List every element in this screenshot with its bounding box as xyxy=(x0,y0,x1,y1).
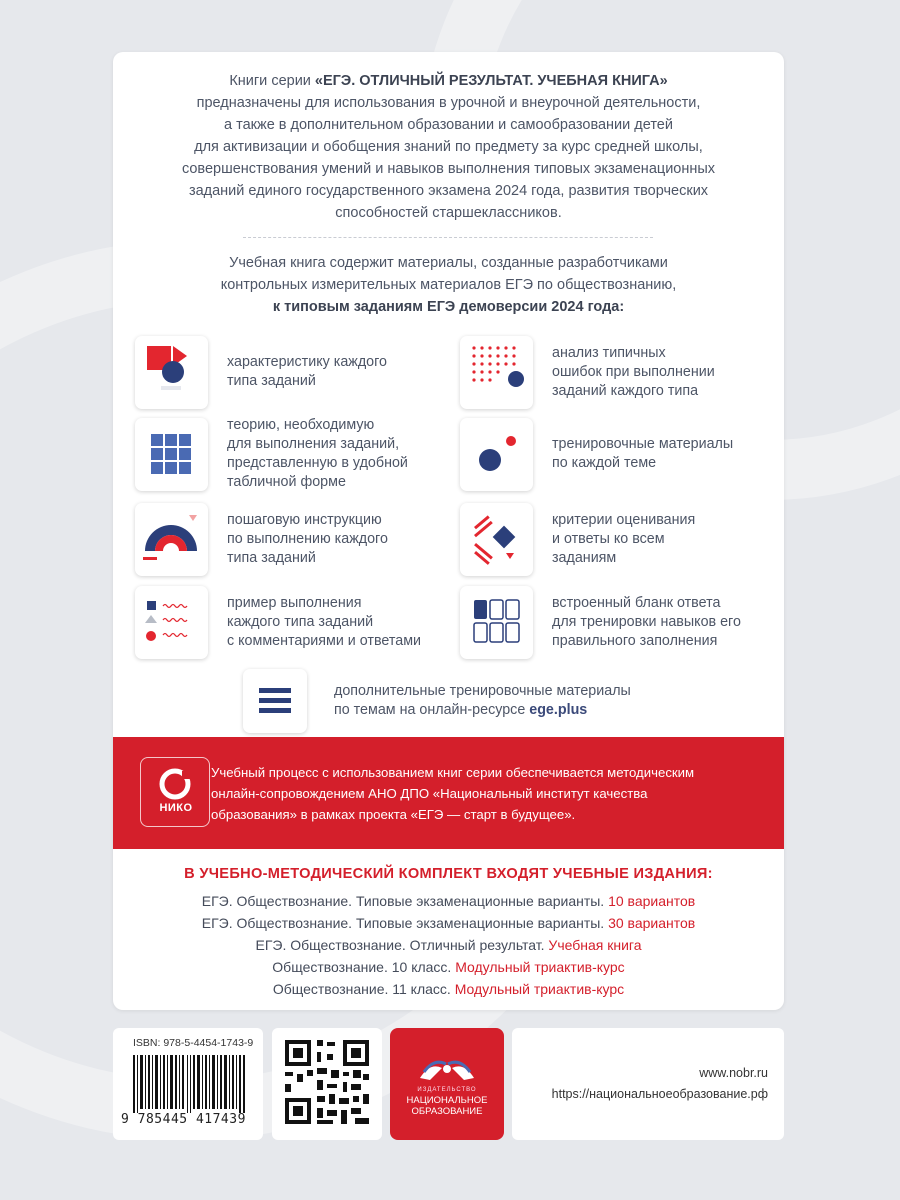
feature-line: теорию, необходимую xyxy=(227,417,375,433)
kit-item-text: ЕГЭ. Обществознание. Отличный результат. xyxy=(255,937,549,953)
feature-line: типа заданий xyxy=(227,549,316,566)
kit-list xyxy=(113,890,784,1000)
kit-item-accent: 30 вариантов xyxy=(608,915,696,931)
feature-line: пример выполнения xyxy=(227,594,362,611)
lead-text xyxy=(113,252,784,318)
feature-item xyxy=(460,414,733,494)
shapes-icon xyxy=(135,336,208,409)
publisher-logo xyxy=(390,1028,504,1140)
feature-line: каждого типа заданий xyxy=(227,613,374,630)
publisher-name-line: НАЦИОНАЛЬНОЕ xyxy=(406,1095,488,1106)
feature-line: пошаговую инструкцию xyxy=(227,511,382,528)
feature-line: с комментариями и ответами xyxy=(227,632,422,649)
kit-title: В УЧЕБНО-МЕТОДИЧЕСКИЙ КОМПЛЕКТ ВХОДЯТ УЧЕБНЫЕ ИЗДАНИЯ: xyxy=(184,866,713,882)
kit-item-accent: Модульный триактив-курс xyxy=(455,959,625,975)
feature-line: критерии оценивания xyxy=(552,511,696,528)
dots-grid-icon xyxy=(460,336,533,409)
feature-text xyxy=(227,594,421,651)
kit-item xyxy=(113,934,784,956)
kit-item-accent: Модульный триактив-курс xyxy=(454,981,625,997)
feature-item xyxy=(460,499,695,579)
online-line: дополнительные тренировочные материалы xyxy=(334,683,631,699)
intro-line: совершенствования умений и навыков выполнения типовых экзаменационных xyxy=(181,161,716,177)
feature-line: по каждой теме xyxy=(552,455,657,471)
publisher-small-text: ИЗДАТЕЛЬСТВО xyxy=(417,1087,477,1093)
intro-line: а также в дополнительном образовании и самообразовании детей xyxy=(224,117,673,133)
kit-item-text: ЕГЭ. Обществознание. Типовые экзаменационные варианты. xyxy=(201,915,609,931)
feature-line: для тренировки навыков его xyxy=(552,613,741,630)
feature-line: и ответы ко всем xyxy=(552,530,665,547)
kit-item-accent: Учебная книга xyxy=(548,937,642,953)
online-resource xyxy=(243,669,631,733)
intro-line: заданий единого государственного экзамена 2024 года, развития творческих xyxy=(188,183,709,199)
feature-item xyxy=(460,332,715,412)
feature-item xyxy=(135,414,408,494)
barcode-box xyxy=(113,1028,263,1140)
feature-text xyxy=(552,435,733,473)
feature-line: для выполнения заданий, xyxy=(227,436,400,452)
kit-item-accent: 10 вариантов xyxy=(608,893,696,909)
criteria-icon xyxy=(460,503,533,576)
intro-text xyxy=(113,70,784,224)
kit-item-text: Обществознание. 10 класс. xyxy=(272,959,456,975)
eagle-icon xyxy=(390,1028,504,1088)
series-title: «ЕГЭ. ОТЛИЧНЫЙ РЕЗУЛЬТАТ. УЧЕБНАЯ КНИГА» xyxy=(314,73,668,89)
support-line: Учебный процесс с использованием книг серии обеспечивается методическим xyxy=(211,765,695,780)
qr-code-icon[interactable] xyxy=(272,1028,382,1140)
site-link[interactable]: https://национальноеобразование.рф xyxy=(551,1087,768,1101)
feature-line: ошибок при выполнении xyxy=(552,363,715,380)
ege-plus-link[interactable]: ege.plus xyxy=(529,702,588,718)
feature-text xyxy=(552,344,715,401)
lead-line-bold: к типовым заданиям ЕГЭ демоверсии 2024 года: xyxy=(272,299,625,315)
isbn-text: ISBN: 978-5-4454-1743-9 xyxy=(133,1037,254,1049)
barcode-icon xyxy=(133,1055,247,1113)
circles-icon xyxy=(460,418,533,491)
qr-box xyxy=(272,1028,382,1140)
kit-item-text: ЕГЭ. Обществознание. Типовые экзаменационные варианты. xyxy=(201,893,609,909)
support-line: онлайн-сопровождением АНО ДПО «Национальный институт качества xyxy=(211,786,648,801)
online-text xyxy=(334,682,631,720)
content-card xyxy=(113,52,784,1010)
feature-line: характеристику каждого xyxy=(227,354,387,370)
feature-text xyxy=(552,594,741,651)
feature-text xyxy=(227,353,387,391)
publisher-name-line: ОБРАЗОВАНИЕ xyxy=(411,1106,483,1117)
kit-item-text: Обществознание. 11 класс. xyxy=(272,981,455,997)
support-line: образования» в рамках проекта «ЕГЭ — старт в будущее». xyxy=(211,807,576,822)
feature-line: тренировочные материалы xyxy=(552,436,734,452)
feature-item xyxy=(135,582,421,662)
kit-item xyxy=(113,890,784,912)
divider xyxy=(243,237,653,238)
feature-line: анализ типичных xyxy=(552,344,666,361)
online-line: по темам на онлайн-ресурсе xyxy=(334,702,530,718)
feature-line: заданиям xyxy=(552,549,617,566)
feature-text xyxy=(227,416,408,492)
feature-line: типа заданий xyxy=(227,373,316,389)
intro-line: предназначены для использования в урочной и внеурочной деятельности, xyxy=(196,95,701,111)
kit-item xyxy=(113,956,784,978)
list-wavy-icon xyxy=(135,586,208,659)
kit-item xyxy=(113,978,784,1000)
feature-line: заданий каждого типа xyxy=(552,382,699,399)
site-link[interactable]: www.nobr.ru xyxy=(699,1066,768,1080)
feature-text xyxy=(552,511,695,568)
feature-line: по выполнению каждого xyxy=(227,530,388,547)
feature-item xyxy=(135,332,387,412)
feature-line: встроенный бланк ответа xyxy=(552,594,721,611)
arches-icon xyxy=(135,503,208,576)
intro-prefix: Книги серии xyxy=(229,73,315,89)
kit-item xyxy=(113,912,784,934)
intro-line: способностей старшеклассников. xyxy=(335,205,562,221)
niko-logo xyxy=(140,757,210,827)
support-text xyxy=(211,762,771,825)
feature-line: табличной форме xyxy=(227,474,346,490)
feature-item xyxy=(460,582,741,662)
feature-item xyxy=(135,499,388,579)
support-banner xyxy=(113,737,784,849)
intro-line: для активизации и обобщения знаний по предмету за курс средней школы, xyxy=(194,139,703,155)
feature-line: правильного заполнения xyxy=(552,632,718,649)
feature-text xyxy=(227,511,388,568)
feature-line: представленную в удобной xyxy=(227,455,408,471)
links-box xyxy=(512,1028,784,1140)
table-grid-icon xyxy=(135,418,208,491)
lead-line: контрольных измерительных материалов ЕГЭ по обществознанию, xyxy=(220,277,677,293)
niko-logo-text: НИКО xyxy=(159,802,193,814)
menu-lines-icon xyxy=(243,669,307,733)
publisher-name xyxy=(390,1095,504,1117)
answer-form-icon xyxy=(460,586,533,659)
barcode-digits: 9 785445 417439 xyxy=(121,1112,246,1127)
lead-line: Учебная книга содержит материалы, созданные разработчиками xyxy=(229,255,668,271)
